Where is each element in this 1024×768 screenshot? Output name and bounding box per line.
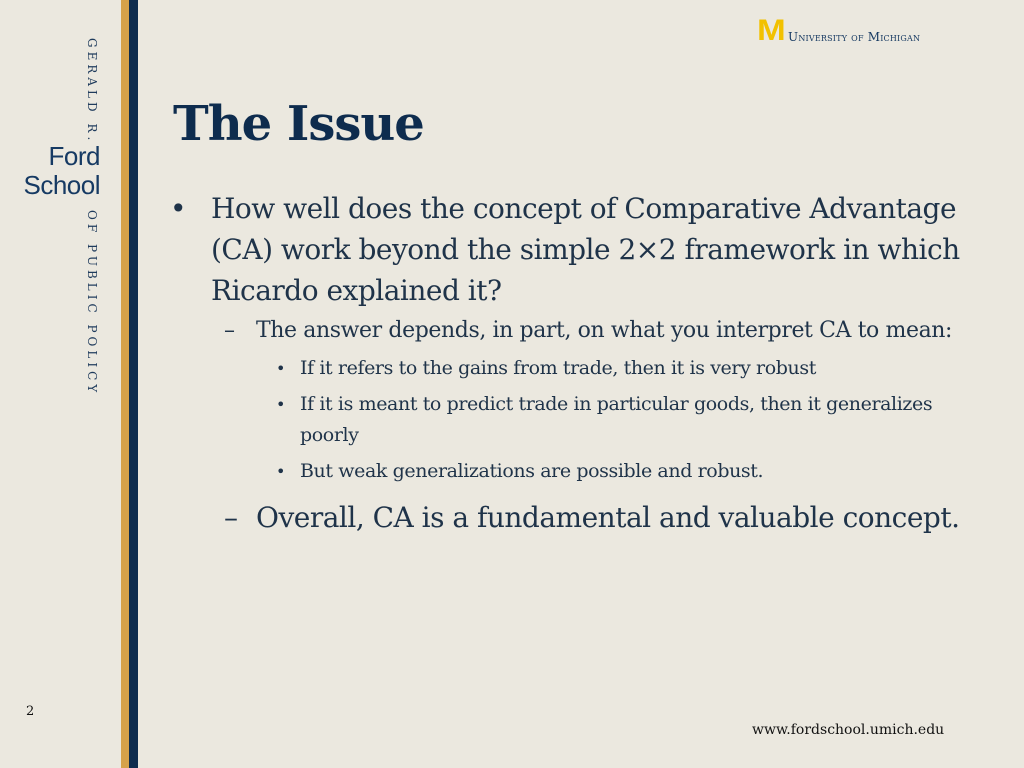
slide-title: The Issue (173, 96, 424, 152)
bullet-text: Overall, CA is a fundamental and valuable concept. (256, 501, 960, 534)
bullet-text: If it refers to the gains from trade, then it is very robust (300, 357, 816, 379)
university-name: University of Michigan (788, 30, 921, 44)
dash-marker: – (224, 501, 238, 534)
bullet-marker: • (276, 359, 286, 378)
block-m-icon: M (757, 14, 786, 47)
bullet-marker: • (276, 395, 286, 414)
sidebar-gerald-text: GERALD R. (85, 38, 99, 145)
bullet-text: The answer depends, in part, on what you interpret CA to mean: (256, 318, 953, 343)
bullet-level1 (170, 188, 970, 311)
bullet-text: How well does the concept of Comparative Advantage (CA) work beyond the simple 2×2 framework in which Ricardo explained it? (211, 192, 960, 307)
bullet-marker: • (170, 192, 187, 225)
bullet-level2 (224, 314, 970, 347)
logo-ford-word: Ford (48, 141, 100, 171)
bullet-level2 (224, 497, 970, 539)
bullet-level3 (276, 353, 970, 384)
bullet-text: If it is meant to predict trade in particular goods, then it generalizes poorly (300, 393, 933, 446)
sidebar-public-policy-text: OF PUBLIC POLICY (85, 210, 99, 397)
navy-stripe (129, 0, 138, 768)
bullet-level3 (276, 456, 970, 487)
slide-content (170, 188, 970, 539)
university-of-michigan-logo (757, 14, 921, 47)
bullet-text: But weak generalizations are possible and robust. (300, 460, 764, 482)
ford-school-logo (10, 142, 100, 200)
sidebar (0, 0, 121, 768)
bullet-marker: • (276, 462, 286, 481)
page-number: 2 (26, 704, 35, 719)
dash-marker: – (224, 318, 235, 343)
footer-url: www.fordschool.umich.edu (752, 722, 945, 738)
logo-school-word: School (23, 170, 100, 200)
gold-stripe (121, 0, 129, 768)
bullet-level3 (276, 389, 970, 451)
